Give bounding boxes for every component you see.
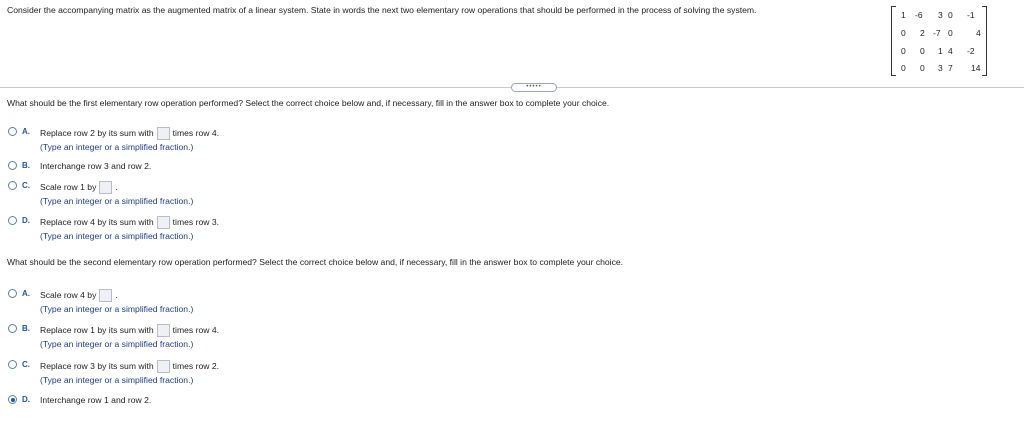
matrix-cell: 0 xyxy=(901,46,906,56)
matrix-cell: 3 xyxy=(938,10,943,20)
choice-text-before: Replace row 2 by its sum with xyxy=(40,127,154,138)
answer-box[interactable] xyxy=(157,216,170,229)
matrix-cell: -1 xyxy=(967,10,975,20)
choice-text xyxy=(40,289,118,302)
matrix-cell: 2 xyxy=(920,28,925,38)
matrix-cell: -2 xyxy=(967,46,975,56)
answer-hint: (Type an integer or a simplified fraction.) xyxy=(40,196,194,206)
radio-button[interactable] xyxy=(8,216,17,225)
radio-button[interactable] xyxy=(8,289,17,298)
choice-text-after: times row 4. xyxy=(172,324,219,335)
matrix-cell: 0 xyxy=(901,63,906,73)
matrix-cell: 14 xyxy=(971,63,981,73)
choice-text-after: . xyxy=(115,181,118,192)
matrix-cell: 0 xyxy=(901,28,906,38)
radio-button[interactable] xyxy=(8,324,17,333)
choice-text-after: times row 2. xyxy=(172,360,219,371)
choice-letter: C. xyxy=(22,360,30,369)
matrix-cell: 1 xyxy=(938,46,943,56)
answer-box[interactable] xyxy=(157,127,170,140)
choice-text-before: Replace row 1 by its sum with xyxy=(40,324,154,335)
choice-text xyxy=(40,324,219,337)
matrix-cell: 7 xyxy=(948,63,953,73)
matrix-right-bracket xyxy=(982,6,987,76)
choice-text xyxy=(40,181,118,194)
matrix-left-bracket xyxy=(891,6,896,76)
matrix-cell: 1 xyxy=(901,10,906,20)
choice-letter: D. xyxy=(22,395,30,404)
choice-text: Interchange row 1 and row 2. xyxy=(40,395,152,405)
matrix-cell: 3 xyxy=(938,63,943,73)
augmented-matrix xyxy=(891,6,987,76)
choice-letter: A. xyxy=(22,127,30,136)
question-2-text: What should be the second elementary row operation performed? Select the correct choice below and, if necessary, fill in the answer box to complete your choice. xyxy=(7,257,624,267)
radio-button[interactable] xyxy=(8,127,17,136)
matrix-cell: 0 xyxy=(948,10,953,20)
matrix-cell: 4 xyxy=(976,28,981,38)
answer-hint: (Type an integer or a simplified fraction.) xyxy=(40,304,194,314)
matrix-cell: -7 xyxy=(933,28,941,38)
answer-box[interactable] xyxy=(99,181,112,194)
matrix-cell: 4 xyxy=(948,46,953,56)
matrix-cell: -6 xyxy=(915,10,923,20)
choice-text xyxy=(40,216,219,229)
choice-text xyxy=(40,127,219,140)
choice-letter: B. xyxy=(22,161,30,170)
question-1-text: What should be the first elementary row operation performed? Select the correct choice below and, if necessary, fill in the answer box to complete your choice. xyxy=(7,98,610,108)
choice-text-after: times row 4. xyxy=(172,127,219,138)
radio-button[interactable] xyxy=(8,161,17,170)
choice-text xyxy=(40,360,219,373)
answer-box[interactable] xyxy=(157,324,170,337)
choice-letter: D. xyxy=(22,216,30,225)
choice-text-before: Scale row 4 by xyxy=(40,289,97,300)
radio-button[interactable] xyxy=(8,181,17,190)
matrix-cell: 0 xyxy=(920,46,925,56)
problem-prompt: Consider the accompanying matrix as the augmented matrix of a linear system. State in words the next two elementary row operations that should be performed in the process of solving the system. xyxy=(7,5,757,15)
choice-text-before: Replace row 4 by its sum with xyxy=(40,216,154,227)
answer-box[interactable] xyxy=(157,360,170,373)
choice-text-before: Replace row 3 by its sum with xyxy=(40,360,154,371)
answer-hint: (Type an integer or a simplified fraction.) xyxy=(40,231,194,241)
choice-text-after: times row 3. xyxy=(172,216,219,227)
answer-hint: (Type an integer or a simplified fraction.) xyxy=(40,142,194,152)
matrix-cell: 0 xyxy=(920,63,925,73)
answer-hint: (Type an integer or a simplified fraction.) xyxy=(40,375,194,385)
radio-button-selected[interactable] xyxy=(8,395,17,404)
choice-letter: B. xyxy=(22,324,30,333)
expand-button[interactable]: ••••• xyxy=(511,83,557,92)
choice-letter: C. xyxy=(22,181,30,190)
matrix-cell: 0 xyxy=(948,28,953,38)
answer-box[interactable] xyxy=(99,289,112,302)
choice-text: Interchange row 3 and row 2. xyxy=(40,161,152,171)
choice-letter: A. xyxy=(22,289,30,298)
choice-text-before: Scale row 1 by xyxy=(40,181,97,192)
answer-hint: (Type an integer or a simplified fraction.) xyxy=(40,339,194,349)
radio-button[interactable] xyxy=(8,360,17,369)
choice-text-after: . xyxy=(115,289,118,300)
